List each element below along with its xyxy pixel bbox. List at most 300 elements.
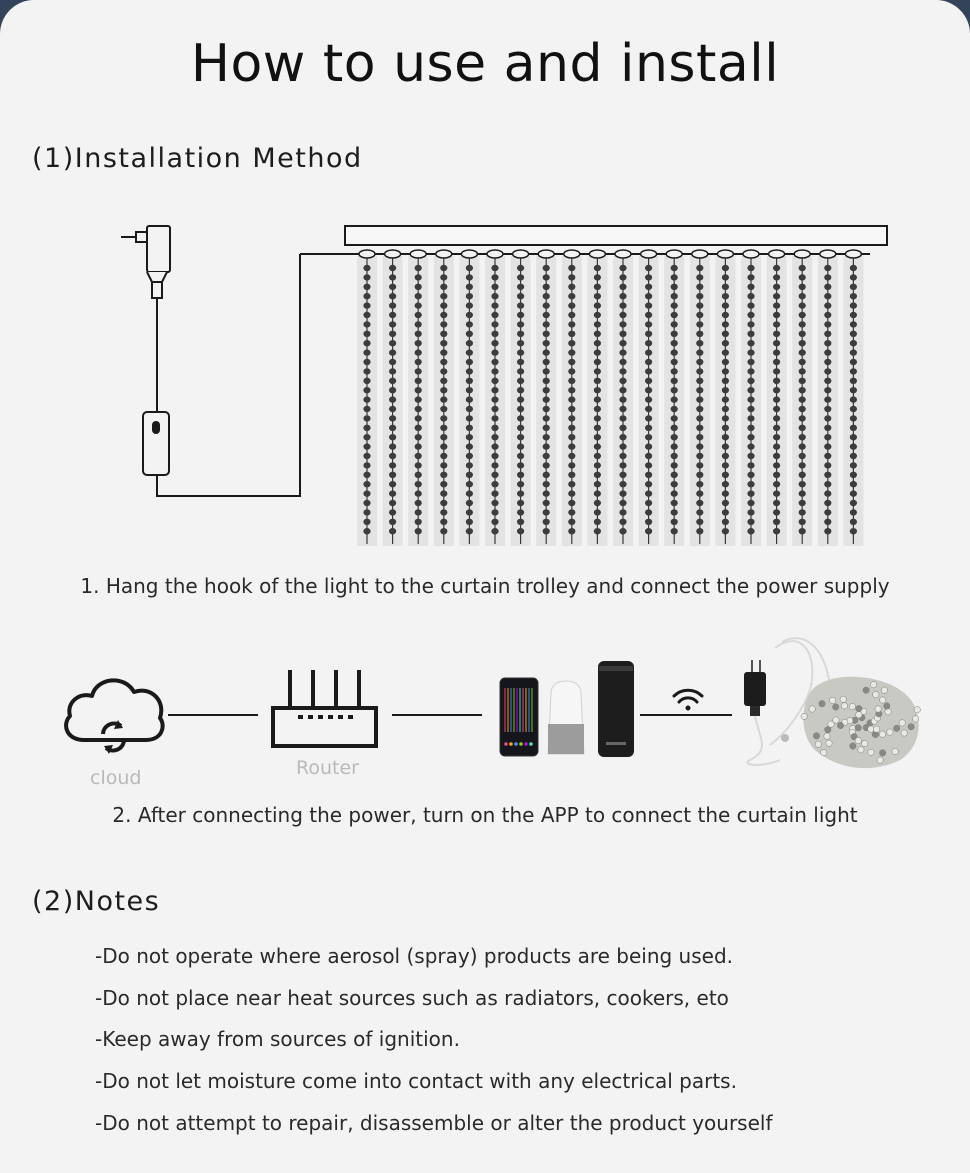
led-bead	[389, 453, 396, 459]
led-bead	[363, 359, 370, 365]
led-bead	[363, 462, 370, 468]
led-bead	[415, 425, 422, 431]
led-bead	[773, 396, 780, 402]
hook	[743, 250, 759, 258]
led-bead	[747, 284, 754, 290]
led-bead	[671, 284, 678, 290]
led-bead	[363, 331, 370, 337]
led-bead	[773, 284, 780, 290]
led-bead	[466, 462, 473, 468]
led-bead	[491, 443, 498, 449]
led-bead	[594, 387, 601, 393]
led-bead	[491, 274, 498, 280]
led-bead	[389, 387, 396, 393]
led-bead	[543, 302, 550, 308]
led-bead	[722, 528, 729, 534]
hook	[410, 250, 426, 258]
led-bead	[415, 490, 422, 496]
led-bead	[619, 293, 626, 299]
led-bead	[824, 265, 831, 271]
led-bead	[645, 443, 652, 449]
led-bead	[850, 378, 857, 384]
light-bulb	[912, 716, 918, 722]
led-bead	[645, 302, 652, 308]
led-bead	[543, 481, 550, 487]
curtain-light-product-icon	[744, 638, 920, 768]
led-bead	[440, 321, 447, 327]
led-bead	[415, 415, 422, 421]
led-bead	[824, 406, 831, 412]
led-bead	[722, 387, 729, 393]
led-bead	[619, 509, 626, 515]
led-bead	[799, 274, 806, 280]
led-bead	[645, 387, 652, 393]
led-bead	[440, 359, 447, 365]
led-bead	[747, 368, 754, 374]
led-bead	[850, 472, 857, 478]
led-bead	[850, 415, 857, 421]
led-bead	[594, 340, 601, 346]
led-bead	[466, 472, 473, 478]
led-bead	[696, 349, 703, 355]
led-bead	[773, 312, 780, 318]
hook	[564, 250, 580, 258]
led-bead	[645, 500, 652, 506]
led-bead	[773, 359, 780, 365]
led-bead	[799, 528, 806, 534]
led-bead	[415, 387, 422, 393]
led-bead	[543, 368, 550, 374]
led-bead	[722, 312, 729, 318]
led-bead	[773, 519, 780, 525]
led-bead	[850, 387, 857, 393]
led-bead	[363, 415, 370, 421]
led-bead	[696, 359, 703, 365]
led-bead	[466, 274, 473, 280]
light-bulb	[815, 741, 821, 747]
led-bead	[594, 509, 601, 515]
led-bead	[671, 265, 678, 271]
led-bead	[671, 453, 678, 459]
hook	[359, 250, 375, 258]
led-bead	[773, 443, 780, 449]
power-cable	[157, 254, 300, 496]
led-bead	[543, 415, 550, 421]
led-bead	[747, 340, 754, 346]
led-bead	[824, 490, 831, 496]
led-bead	[568, 462, 575, 468]
led-bead	[363, 500, 370, 506]
led-bead	[440, 378, 447, 384]
led-bead	[466, 434, 473, 440]
led-bead	[491, 472, 498, 478]
led-bead	[645, 349, 652, 355]
led-bead	[799, 265, 806, 271]
led-bead	[747, 302, 754, 308]
led-bead	[415, 359, 422, 365]
light-bulb	[881, 687, 887, 693]
led-bead	[799, 509, 806, 515]
led-bead	[619, 481, 626, 487]
led-bead	[645, 396, 652, 402]
led-bead	[543, 453, 550, 459]
led-bead	[619, 284, 626, 290]
led-bead	[568, 321, 575, 327]
led-bead	[799, 415, 806, 421]
led-bead	[619, 490, 626, 496]
led-bead	[773, 274, 780, 280]
led-bead	[491, 490, 498, 496]
led-bead	[389, 481, 396, 487]
led-bead	[824, 368, 831, 374]
led-bead	[389, 378, 396, 384]
led-bead	[619, 453, 626, 459]
wifi-icon	[674, 690, 702, 710]
led-bead	[645, 481, 652, 487]
led-bead	[619, 425, 626, 431]
light-bulb	[837, 722, 843, 728]
led-bead	[671, 509, 678, 515]
led-bead	[824, 519, 831, 525]
led-bead	[722, 415, 729, 421]
led-bead	[671, 406, 678, 412]
led-bead	[491, 434, 498, 440]
led-bead	[517, 368, 524, 374]
led-bead	[389, 415, 396, 421]
led-bead	[696, 490, 703, 496]
led-bead	[850, 265, 857, 271]
led-bead	[517, 312, 524, 318]
led-bead	[747, 274, 754, 280]
led-bead	[671, 472, 678, 478]
led-bead	[466, 443, 473, 449]
led-bead	[619, 472, 626, 478]
led-bead	[466, 519, 473, 525]
led-bead	[389, 406, 396, 412]
led-bead	[517, 434, 524, 440]
led-bead	[415, 312, 422, 318]
led-bead	[696, 415, 703, 421]
led-bead	[440, 349, 447, 355]
light-bulb	[821, 749, 827, 755]
led-bead	[543, 387, 550, 393]
led-bead	[568, 481, 575, 487]
led-bead	[363, 387, 370, 393]
led-bead	[466, 321, 473, 327]
page-title: How to use and install	[190, 34, 780, 94]
led-bead	[389, 528, 396, 534]
led-bead	[696, 378, 703, 384]
led-bead	[440, 368, 447, 374]
led-bead	[415, 528, 422, 534]
led-bead	[619, 302, 626, 308]
led-bead	[389, 519, 396, 525]
led-bead	[645, 284, 652, 290]
led-bead	[440, 425, 447, 431]
led-bead	[773, 293, 780, 299]
light-bulb	[841, 703, 847, 709]
led-bead	[773, 500, 780, 506]
led-bead	[850, 349, 857, 355]
led-bead	[440, 500, 447, 506]
led-bead	[543, 321, 550, 327]
led-bead	[517, 274, 524, 280]
light-bulb	[850, 743, 856, 749]
led-bead	[671, 368, 678, 374]
led-bead	[466, 331, 473, 337]
led-bead	[645, 265, 652, 271]
led-bead	[517, 453, 524, 459]
led-bead	[568, 312, 575, 318]
hook	[615, 250, 631, 258]
led-bead	[850, 490, 857, 496]
led-bead	[363, 349, 370, 355]
led-bead	[645, 312, 652, 318]
led-bead	[747, 490, 754, 496]
led-bead	[491, 331, 498, 337]
led-bead	[594, 293, 601, 299]
led-bead	[773, 509, 780, 515]
led-bead	[466, 528, 473, 534]
led-bead	[722, 509, 729, 515]
light-bulb	[873, 726, 879, 732]
light-bulb	[892, 748, 898, 754]
hook	[794, 250, 810, 258]
led-bead	[722, 500, 729, 506]
led-bead	[389, 359, 396, 365]
hook	[641, 250, 657, 258]
led-bead	[363, 509, 370, 515]
step2-caption: 2. After connecting the power, turn on the APP to connect the curtain light	[112, 803, 858, 827]
led-bead	[824, 434, 831, 440]
led-bead	[543, 349, 550, 355]
led-bead	[491, 453, 498, 459]
led-bead	[440, 265, 447, 271]
led-bead	[594, 321, 601, 327]
led-bead	[491, 425, 498, 431]
led-bead	[722, 519, 729, 525]
led-bead	[671, 312, 678, 318]
led-bead	[799, 312, 806, 318]
led-bead	[747, 443, 754, 449]
led-bead	[799, 490, 806, 496]
cloud-label: cloud	[90, 767, 142, 789]
led-bead	[619, 415, 626, 421]
hook	[385, 250, 401, 258]
led-bead	[619, 378, 626, 384]
led-bead	[799, 462, 806, 468]
led-bead	[824, 302, 831, 308]
led-bead	[850, 425, 857, 431]
led-bead	[466, 453, 473, 459]
led-bead	[491, 519, 498, 525]
led-bead	[696, 434, 703, 440]
smart-devices-icon	[500, 661, 634, 757]
led-bead	[696, 274, 703, 280]
led-bead	[543, 312, 550, 318]
led-bead	[466, 284, 473, 290]
led-bead	[517, 265, 524, 271]
light-bulb	[868, 726, 874, 732]
led-bead	[466, 406, 473, 412]
led-bead	[747, 434, 754, 440]
led-bead	[619, 274, 626, 280]
phone-screen-dot	[514, 742, 518, 746]
led-bead	[850, 528, 857, 534]
led-bead	[517, 406, 524, 412]
led-bead	[773, 528, 780, 534]
led-bead	[619, 321, 626, 327]
led-bead	[568, 284, 575, 290]
led-bead	[491, 387, 498, 393]
led-bead	[619, 340, 626, 346]
led-bead	[619, 359, 626, 365]
led-bead	[440, 509, 447, 515]
led-bead	[824, 312, 831, 318]
led-bead	[645, 472, 652, 478]
light-bulb	[840, 696, 846, 702]
led-bead	[671, 415, 678, 421]
led-bead	[850, 359, 857, 365]
led-bead	[850, 302, 857, 308]
led-bead	[671, 387, 678, 393]
led-bead	[594, 396, 601, 402]
hook	[436, 250, 452, 258]
led-bead	[389, 302, 396, 308]
led-bead	[415, 331, 422, 337]
led-bead	[594, 443, 601, 449]
led-bead	[440, 415, 447, 421]
led-bead	[543, 331, 550, 337]
light-bulb	[825, 727, 831, 733]
led-bead	[799, 500, 806, 506]
led-bead	[722, 359, 729, 365]
led-bead	[645, 415, 652, 421]
led-bead	[824, 528, 831, 534]
note-item: -Do not operate where aerosol (spray) products are being used.	[95, 944, 734, 968]
led-bead	[824, 321, 831, 327]
led-bead	[415, 462, 422, 468]
led-bead	[824, 462, 831, 468]
led-bead	[363, 293, 370, 299]
led-bead	[415, 481, 422, 487]
led-bead	[440, 293, 447, 299]
led-bead	[440, 331, 447, 337]
led-bead	[363, 302, 370, 308]
led-bead	[824, 396, 831, 402]
led-bead	[517, 331, 524, 337]
led-bead	[850, 293, 857, 299]
led-bead	[594, 500, 601, 506]
led-bead	[747, 500, 754, 506]
led-bead	[543, 359, 550, 365]
connection-diagram	[0, 620, 970, 820]
led-bead	[363, 406, 370, 412]
led-bead	[363, 312, 370, 318]
led-bead	[722, 406, 729, 412]
light-bulb	[829, 697, 835, 703]
led-bead	[517, 528, 524, 534]
led-bead	[363, 425, 370, 431]
led-bead	[491, 528, 498, 534]
led-bead	[568, 490, 575, 496]
led-bead	[722, 284, 729, 290]
led-bead	[799, 340, 806, 346]
led-bead	[568, 293, 575, 299]
light-bulb	[856, 712, 862, 718]
led-bead	[389, 509, 396, 515]
led-bead	[517, 340, 524, 346]
led-bead	[747, 265, 754, 271]
led-bead	[671, 293, 678, 299]
led-bead	[466, 302, 473, 308]
led-bead	[799, 378, 806, 384]
led-bead	[491, 312, 498, 318]
led-bead	[363, 265, 370, 271]
hook	[820, 250, 836, 258]
led-bead	[415, 453, 422, 459]
led-bead	[645, 378, 652, 384]
led-bead	[466, 340, 473, 346]
led-bead	[517, 293, 524, 299]
led-bead	[671, 302, 678, 308]
led-bead	[568, 396, 575, 402]
led-bead	[568, 434, 575, 440]
led-bead	[491, 349, 498, 355]
led-bead	[568, 302, 575, 308]
led-bead	[799, 443, 806, 449]
led-bead	[491, 378, 498, 384]
led-bead	[389, 500, 396, 506]
led-bead	[850, 519, 857, 525]
led-bead	[747, 312, 754, 318]
hook	[769, 250, 785, 258]
led-bead	[696, 462, 703, 468]
led-bead	[671, 462, 678, 468]
led-bead	[773, 490, 780, 496]
power-plug-icon	[121, 226, 170, 298]
led-bead	[799, 331, 806, 337]
notes-heading: (2)Notes	[32, 886, 161, 917]
led-bead	[466, 378, 473, 384]
led-bead	[824, 378, 831, 384]
led-bead	[799, 321, 806, 327]
led-bead	[696, 396, 703, 402]
led-bead	[824, 453, 831, 459]
led-bead	[466, 312, 473, 318]
led-bead	[696, 481, 703, 487]
led-bead	[645, 519, 652, 525]
led-bead	[671, 340, 678, 346]
led-bead	[850, 368, 857, 374]
light-bulb	[849, 703, 855, 709]
led-bead	[773, 387, 780, 393]
led-bead	[799, 453, 806, 459]
led-bead	[415, 340, 422, 346]
led-bead	[747, 425, 754, 431]
led-bead	[747, 349, 754, 355]
led-bead	[747, 331, 754, 337]
led-bead	[594, 368, 601, 374]
led-bead	[491, 415, 498, 421]
led-bead	[619, 331, 626, 337]
led-bead	[440, 387, 447, 393]
led-bead	[466, 425, 473, 431]
led-bead	[747, 528, 754, 534]
led-bead	[594, 472, 601, 478]
led-bead	[594, 528, 601, 534]
led-bead	[773, 368, 780, 374]
